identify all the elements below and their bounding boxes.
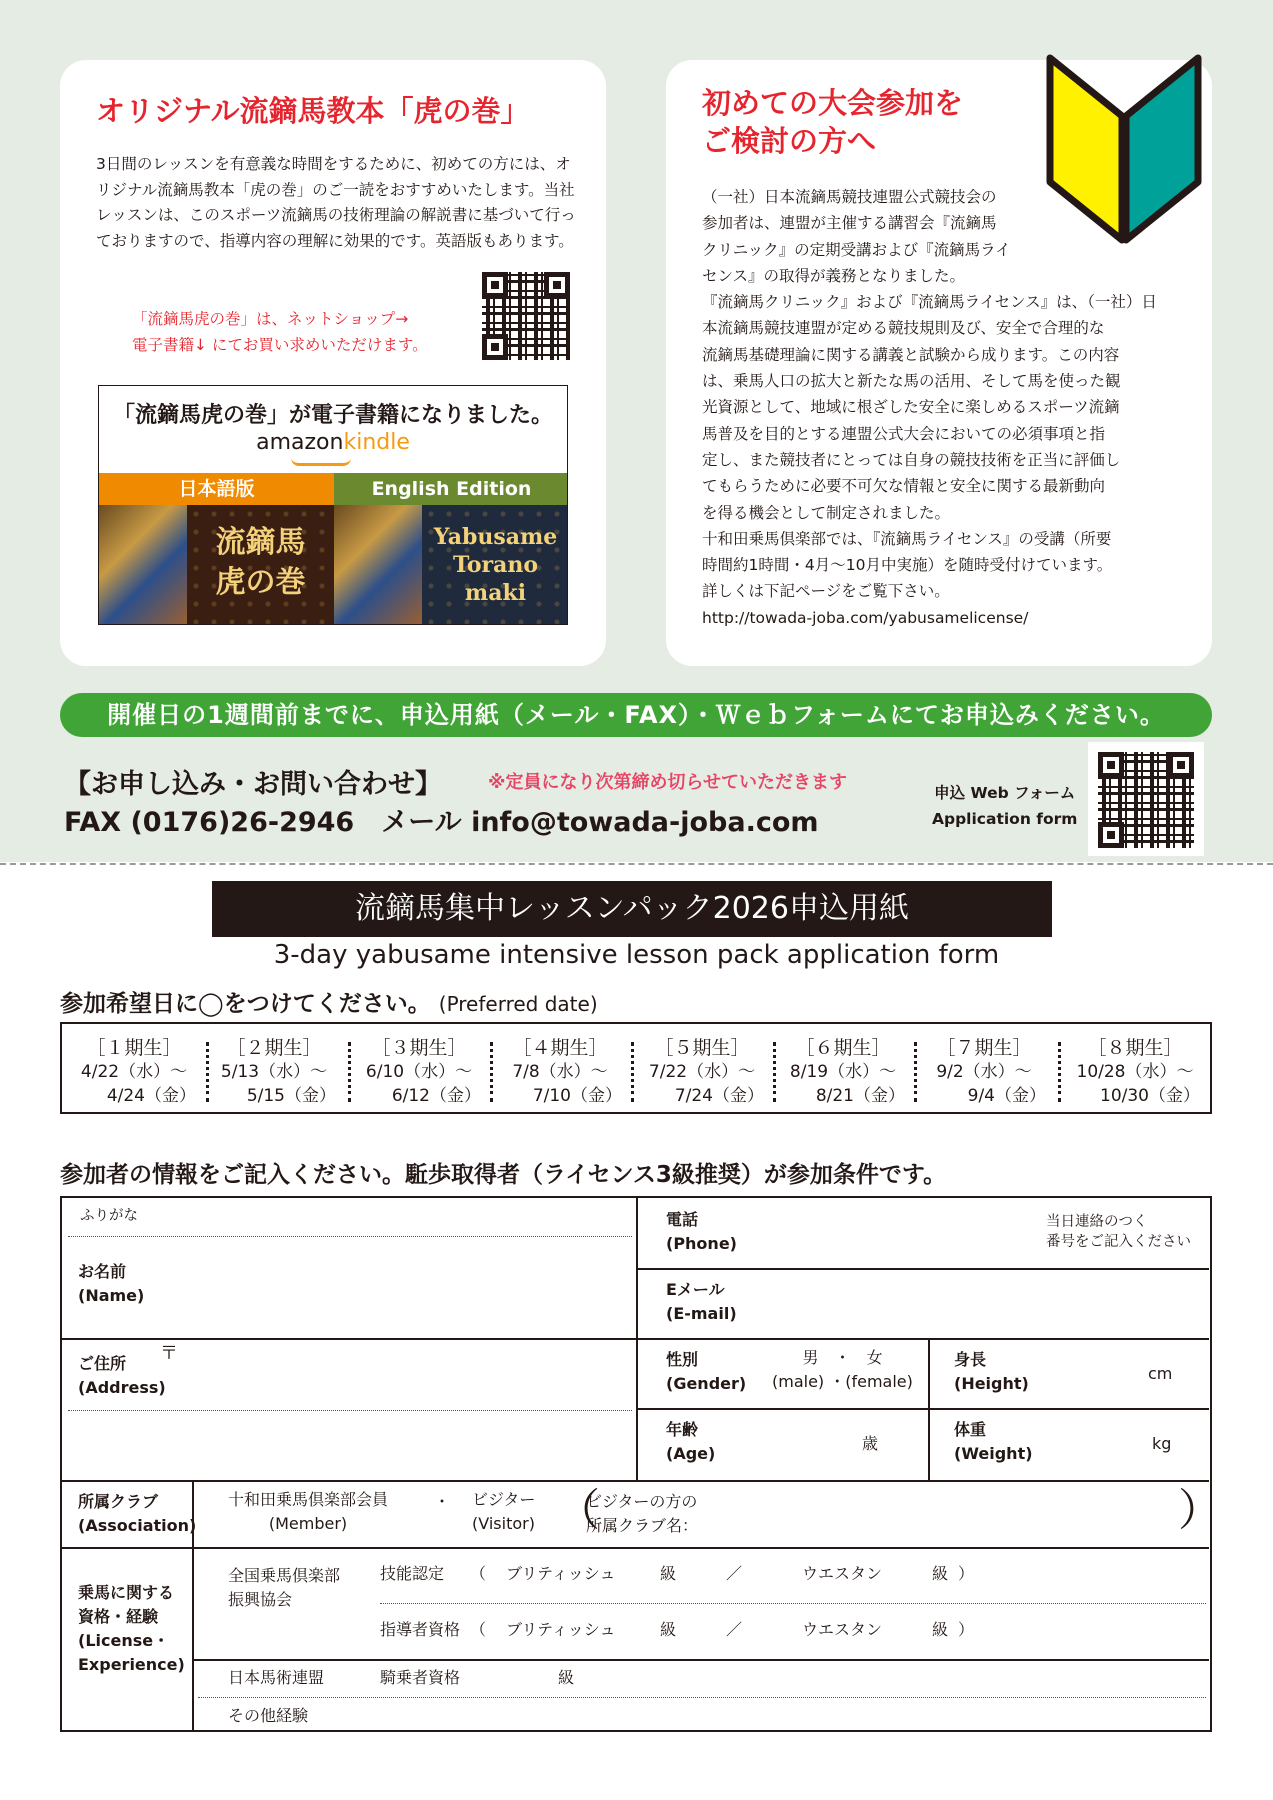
western-label: ウエスタン [802, 1564, 883, 1583]
purchase-note: 「流鏑馬虎の巻」は、ネットショップ→ 電子書籍↓ にてお買い求めいただけます。 [132, 310, 428, 354]
experience-dotted-line [198, 1697, 1206, 1698]
kindle-banner[interactable] [98, 385, 568, 625]
term-option[interactable] [914, 1036, 1054, 1108]
furigana-label: ふりがな [80, 1208, 138, 1224]
term-option[interactable] [632, 1036, 772, 1108]
weight-input-area[interactable] [1022, 1412, 1202, 1476]
term-end: 7/10（金） [532, 1086, 622, 1106]
visitor-club-label: ビジターの方の 所属クラブ名： [586, 1492, 699, 1535]
british-label: ブリティッシュ [506, 1564, 616, 1583]
grade-label: 級 [558, 1668, 575, 1687]
form-subtitle: 3-day yabusame intensive lesson pack application form [273, 940, 1000, 970]
term-label: ［３期生］ [371, 1037, 467, 1059]
term-label: ［７期生］ [936, 1037, 1032, 1059]
term-option[interactable] [1062, 1036, 1208, 1108]
term-option[interactable] [490, 1036, 630, 1108]
term-end: 5/15（金） [246, 1086, 336, 1106]
web-form-qr-code[interactable] [1098, 752, 1194, 848]
date-prompt [60, 985, 598, 1018]
bracket-open: （ [556, 1485, 600, 1536]
visitor-option[interactable]: ビジター (Visitor) [472, 1490, 536, 1533]
english-edition-label: English Edition [334, 473, 568, 505]
textbook-card [60, 60, 606, 666]
age-input-area[interactable] [752, 1412, 924, 1476]
term-end: 7/24（金） [674, 1086, 764, 1106]
skill-cert-label: 技能認定 [380, 1564, 445, 1583]
postal-mark: 〒 [160, 1343, 178, 1364]
application-form-table [60, 1196, 1222, 1732]
kindle-wordmark: kindle [343, 430, 410, 455]
term-option[interactable] [204, 1036, 344, 1108]
term-option[interactable] [773, 1036, 913, 1108]
term-start: 4/22（水）～ [80, 1062, 188, 1082]
term-start: 10/28（水）～ [1076, 1062, 1194, 1082]
english-cover-title: Yabusame Torano maki [422, 505, 568, 625]
weight-label: 体重 (Weight) [954, 1420, 1033, 1463]
height-unit: cm [1148, 1364, 1173, 1383]
banner-headline: 「流鏑馬虎の巻」が電子書籍になりました。 [112, 403, 553, 428]
phone-label: 電話 (Phone) [666, 1210, 737, 1253]
preferred-date-box [60, 1022, 1212, 1114]
term-label: ［５期生］ [654, 1037, 750, 1059]
other-experience-label: その他経験 [228, 1706, 309, 1725]
term-label: ［８期生］ [1087, 1037, 1183, 1059]
amazon-kindle-logo [99, 430, 567, 455]
row-divider [62, 1338, 1209, 1340]
english-cover-photo [334, 505, 422, 625]
form-title: 流鏑馬集中レッスンパック2026申込用紙 [212, 881, 1052, 937]
paren-close: ） [958, 1620, 975, 1639]
license-label: 乗馬に関する 資格・経験 (License・ Experience) [78, 1583, 185, 1674]
japanese-cover-photo [99, 505, 187, 625]
contact-heading: 【お申し込み・お問い合わせ】 [64, 769, 442, 800]
address-label: ご住所 (Address) [78, 1354, 166, 1397]
rider-cert-label: 騎乗者資格 [380, 1668, 461, 1687]
height-label: 身長 (Height) [954, 1350, 1029, 1393]
term-label: ［４期生］ [512, 1037, 608, 1059]
row-divider [62, 1547, 1209, 1549]
height-input-area[interactable] [1022, 1342, 1202, 1404]
row-divider [638, 1268, 1209, 1270]
paren-close: ） [958, 1564, 975, 1583]
phone-note: 当日連絡のつく 番号をご記入ください [1046, 1214, 1191, 1250]
term-label: ［１期生］ [86, 1037, 182, 1059]
bracket-close: ） [1178, 1485, 1222, 1536]
competition-title: 初めての大会参加を ご検討の方へ [702, 86, 964, 158]
term-start: 6/10（水）～ [365, 1062, 473, 1082]
british-label: ブリティッシュ [506, 1620, 616, 1639]
term-start: 9/2（水）～ [936, 1062, 1032, 1082]
date-prompt-en: (Preferred date) [438, 992, 598, 1016]
weight-unit: kg [1152, 1434, 1172, 1453]
cut-line [0, 863, 1273, 865]
age-unit: 歳 [862, 1434, 879, 1453]
member-option[interactable]: 十和田乗馬倶楽部会員 (Member) [228, 1490, 389, 1533]
competition-description: （一社）日本流鏑馬競技連盟公式競技会の 参加者は、連盟が主催する講習会『流鏑馬 クリニック』の定期受講および『流鏑馬ライ センス』の取得が義務となりました。 『流鏑馬クリニック』および『流鏑馬ライセンス』は、（一社）日 本流鏑馬競技連盟が定める競技規則及び、安全で合理的な 流鏑馬基礎理論に関する講義と試験から成ります。この内容 は、乗馬人口の拡大と新たな馬の活用、そして馬を使った観 光資源として、地域に根ざした安全に楽しめるスポーツ流鏑 馬普及を目的とする連盟公式大会においての必須事項と指 定し、また競技者にとっては自身の競技技術を正当に評価し てもらうために必要不可欠な情報と安全に関する最新動向 を得る機会として制定されました。 十和田乗馬倶楽部では、『流鏑馬ライセンス』の受講（所要 時間約1時間・4月～10月中実施）を随時受付けています。 詳しくは下記ページをご覧下さい。 http://towada-joba.com/yabusamelicense/ [702, 188, 1157, 627]
email-input-area[interactable] [742, 1272, 1202, 1334]
deadline-banner: 開催日の1週間前までに、申込用紙（メール・FAX）・Ｗｅｂフォームにてお申込みください。 [60, 693, 1212, 737]
term-end: 6/12（金） [391, 1086, 481, 1106]
term-start: 8/19（水）～ [789, 1062, 897, 1082]
shop-qr-code[interactable] [482, 272, 570, 360]
row-divider [638, 1408, 1209, 1410]
grade-label: 級 [660, 1620, 677, 1639]
paren-open: （ [470, 1620, 487, 1639]
term-separator [1058, 1042, 1061, 1102]
other-experience-input[interactable] [292, 1702, 1204, 1728]
furigana-dotted-line [68, 1236, 632, 1237]
phone-input-area[interactable] [742, 1202, 1062, 1264]
name-label: お名前 (Name) [78, 1262, 145, 1305]
grade-label: 級 [932, 1564, 949, 1583]
capacity-note: ※定員になり次第締め切らせていただきます [488, 772, 847, 793]
term-start: 7/22（水）～ [648, 1062, 756, 1082]
term-option[interactable] [64, 1036, 204, 1108]
grade-label: 級 [932, 1620, 949, 1639]
term-end: 10/30（金） [1100, 1086, 1200, 1106]
term-label: ［６期生］ [795, 1037, 891, 1059]
org-zenjoba: 全国乗馬倶楽部 振興協会 [228, 1566, 341, 1609]
row-divider [194, 1659, 1209, 1661]
term-label: ［２期生］ [226, 1037, 322, 1059]
term-start: 5/13（水）～ [220, 1062, 328, 1082]
contact-fax-email: FAX (0176)26-2946 メール info@towada-joba.com [64, 807, 819, 838]
org-jef: 日本馬術連盟 [228, 1668, 325, 1687]
instructor-cert-label: 指導者資格 [380, 1620, 461, 1639]
date-prompt-jp: 参加希望日に◯をつけてください。 [60, 991, 431, 1017]
slash: ／ [726, 1564, 743, 1583]
grade-label: 級 [660, 1564, 677, 1583]
option-dot: ・ [434, 1492, 451, 1511]
japanese-edition-label: 日本語版 [99, 473, 334, 505]
western-label: ウエスタン [802, 1620, 883, 1639]
web-form-label: 申込 Web フォーム Application form [932, 784, 1078, 828]
term-option[interactable] [349, 1036, 489, 1108]
japanese-cover-title: 流鏑馬 虎の巻 [187, 505, 334, 625]
email-label: Eメール (E-mail) [666, 1280, 737, 1323]
association-label: 所属クラブ (Association) [78, 1492, 197, 1535]
term-end: 4/24（金） [106, 1086, 196, 1106]
amazon-wordmark: amazon [256, 430, 344, 455]
textbook-description: 3日間のレッスンを有意義な時間をするために、初めての方には、オリジナル流鏑馬教本「虎の巻」のご一読をおすすめいたします。当社レッスンは、このスポーツ流鏑馬の技術理論の解説書に基づいて行っておりますので、指導内容の理解に効果的です。英語版もあります。 [96, 155, 576, 250]
slash: ／ [726, 1620, 743, 1639]
gender-label: 性別 (Gender) [666, 1350, 747, 1393]
amazon-smile-icon [291, 458, 351, 466]
age-label: 年齢 (Age) [666, 1420, 716, 1463]
term-end: 8/21（金） [815, 1086, 905, 1106]
participant-info-prompt: 参加者の情報をご記入ください。駈歩取得者（ライセンス3級推奨）が参加条件です。 [60, 1162, 947, 1188]
term-end: 9/4（金） [967, 1086, 1046, 1106]
textbook-title: オリジナル流鏑馬教本「虎の巻」 [96, 94, 530, 128]
row-divider [62, 1480, 1209, 1482]
gender-options: 男 ・ 女 (male) ・(female) [772, 1348, 913, 1391]
beginner-mark-icon [1038, 44, 1210, 250]
term-start: 7/8（水）～ [512, 1062, 608, 1082]
paren-open: （ [470, 1564, 487, 1583]
license-dotted-line [380, 1603, 1206, 1604]
name-input-area[interactable] [72, 1238, 632, 1334]
